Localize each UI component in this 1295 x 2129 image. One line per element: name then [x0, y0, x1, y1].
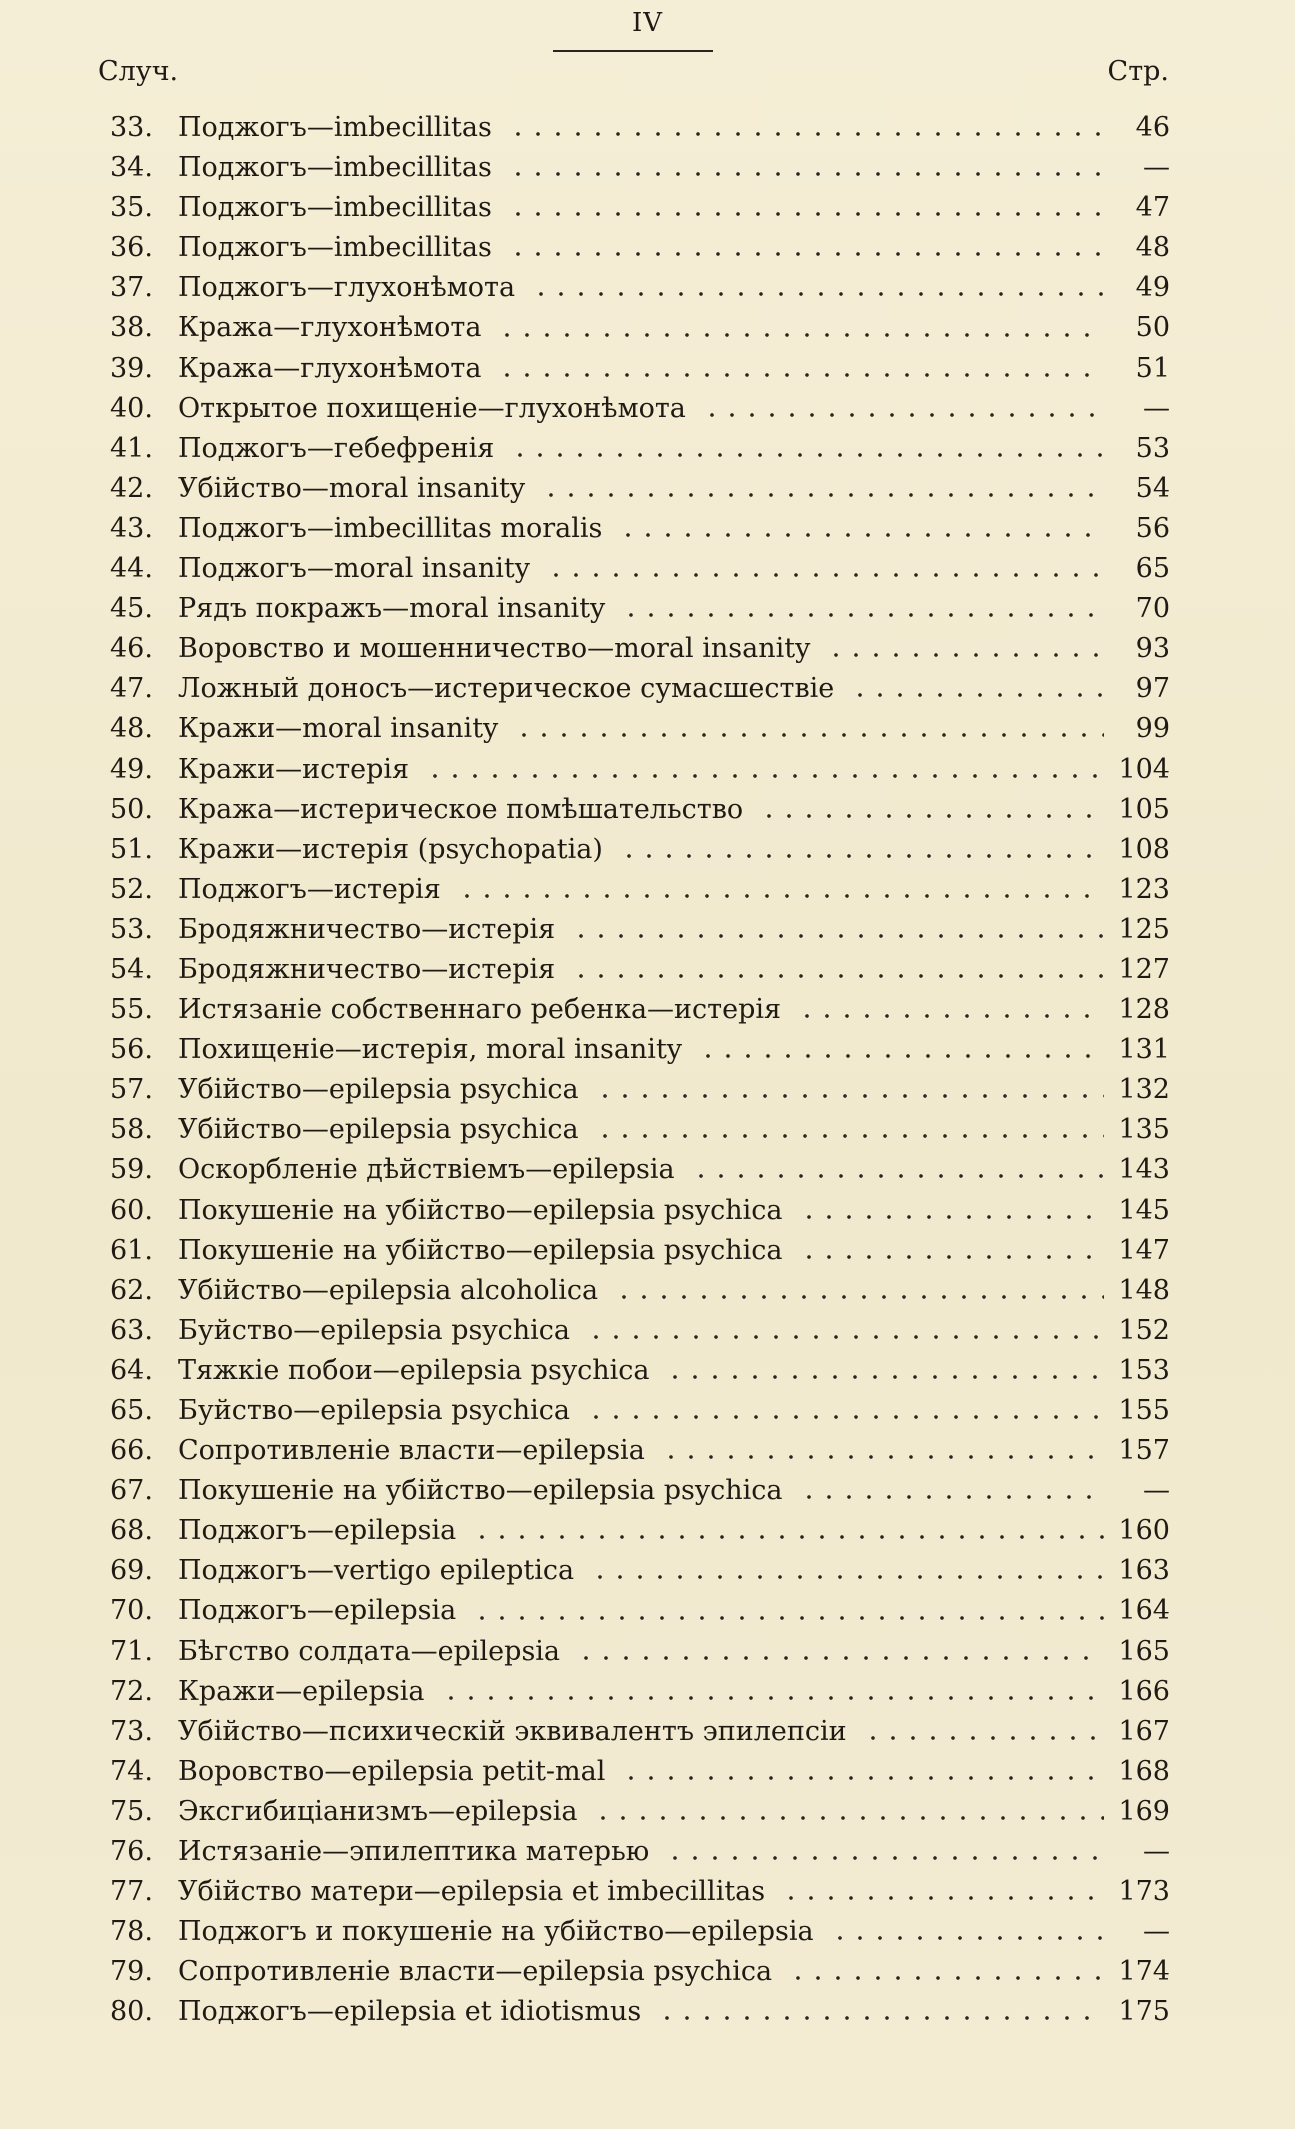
case-title: Поджогъ—imbecillitas	[178, 192, 492, 224]
dot-leader	[546, 572, 1104, 578]
dot-leader	[850, 692, 1104, 698]
page-reference: —	[1143, 1836, 1170, 1868]
page-reference: 93	[1135, 633, 1170, 665]
case-title: Покушеніе на убійство—epilepsia psychica	[178, 1194, 783, 1226]
toc-entry	[110, 1351, 1170, 1391]
case-number: 37.	[110, 272, 153, 304]
case-number: 63.	[110, 1314, 153, 1346]
toc-entry	[110, 268, 1170, 308]
toc-entry	[110, 308, 1170, 348]
dot-leader	[621, 1775, 1104, 1781]
case-number: 56.	[110, 1034, 153, 1066]
case-number: 77.	[110, 1876, 153, 1908]
toc-entry	[110, 790, 1170, 830]
toc-entry	[110, 1311, 1170, 1351]
case-number: 52.	[110, 873, 153, 905]
dot-leader	[441, 1695, 1105, 1701]
case-number: 64.	[110, 1354, 153, 1386]
case-title: Ложный доносъ—истерическое сумасшествіе	[178, 673, 835, 705]
case-title: Воровство и мошенничество—moral insanity	[178, 633, 811, 665]
case-number: 65.	[110, 1395, 153, 1426]
case-number: 53.	[110, 913, 153, 945]
dot-leader	[618, 532, 1104, 538]
toc-entry	[110, 750, 1170, 790]
case-number: 66.	[110, 1435, 153, 1467]
case-number: 62.	[110, 1274, 153, 1306]
page-reference: —	[1143, 152, 1170, 184]
dot-leader	[457, 893, 1104, 899]
page-reference: 97	[1135, 673, 1170, 705]
dot-leader	[826, 652, 1104, 658]
toc-entry	[110, 389, 1170, 429]
case-number: 74.	[110, 1755, 153, 1787]
dot-leader	[531, 291, 1104, 297]
toc-entry	[110, 1752, 1170, 1792]
page-reference: 125	[1118, 913, 1170, 945]
dot-leader	[571, 973, 1104, 979]
case-title: Поджогъ—гебефренія	[178, 432, 495, 464]
toc-entry	[110, 1591, 1170, 1631]
case-number: 41.	[110, 432, 153, 464]
case-number: 79.	[110, 1956, 153, 1988]
case-number: 43.	[110, 512, 153, 544]
page-reference: —	[1143, 1916, 1170, 1948]
case-title: Убійство—психическій эквивалентъ эпилепсіи	[178, 1715, 847, 1747]
page-reference: 49	[1135, 272, 1170, 304]
dot-leader	[425, 773, 1104, 779]
toc-entry	[110, 1271, 1170, 1311]
page-reference: 175	[1118, 1996, 1170, 2028]
case-number: 57.	[110, 1074, 153, 1106]
toc-entry	[110, 669, 1170, 709]
case-number: 59.	[110, 1154, 153, 1186]
page-reference: 48	[1135, 232, 1170, 264]
dot-leader	[781, 1895, 1104, 1901]
case-number: 61.	[110, 1234, 153, 1266]
dot-leader	[595, 1093, 1104, 1099]
case-number: 76.	[110, 1836, 153, 1868]
case-number: 71.	[110, 1635, 153, 1667]
page-reference: 127	[1118, 953, 1170, 985]
dot-leader	[586, 1414, 1104, 1420]
dot-leader	[510, 452, 1104, 458]
dot-leader	[595, 1133, 1104, 1139]
case-title: Кражи—истерія	[178, 753, 410, 785]
case-number: 42.	[110, 472, 153, 504]
toc-entry	[110, 469, 1170, 509]
case-number: 55.	[110, 994, 153, 1026]
case-number: 78.	[110, 1916, 153, 1948]
dot-leader	[590, 1574, 1104, 1580]
page-reference: 51	[1135, 352, 1170, 384]
case-number: 60.	[110, 1194, 153, 1226]
case-number: 51.	[110, 833, 153, 865]
dot-leader	[657, 2015, 1104, 2021]
case-column-header: Случ.	[98, 56, 179, 87]
case-number: 45.	[110, 593, 153, 625]
case-number: 49.	[110, 753, 153, 785]
toc-entry	[110, 1712, 1170, 1752]
page-reference: 50	[1135, 312, 1170, 344]
page-reference: —	[1143, 392, 1170, 424]
dot-leader	[661, 1454, 1104, 1460]
page-number: IV	[631, 8, 664, 38]
case-title: Бродяжничество—истерія	[178, 953, 556, 985]
toc-entry	[110, 1391, 1170, 1431]
case-number: 35.	[110, 192, 153, 224]
page-reference: 168	[1118, 1755, 1170, 1787]
case-title: Поджогъ и покушеніе на убійство—epilepsia	[178, 1916, 814, 1948]
page-reference: 148	[1118, 1274, 1170, 1306]
dot-leader	[593, 1815, 1104, 1821]
dot-leader	[614, 1294, 1104, 1300]
toc-entry	[110, 1952, 1170, 1992]
page-reference: 105	[1118, 793, 1170, 825]
case-title: Бѣгство солдата—epilepsia	[178, 1635, 561, 1667]
page-reference: 152	[1118, 1314, 1170, 1346]
page-reference: 153	[1118, 1354, 1170, 1386]
case-title: Покушеніе на убійство—epilepsia psychica	[178, 1234, 783, 1266]
page-reference: 166	[1118, 1675, 1170, 1707]
page-reference: 135	[1118, 1114, 1170, 1146]
toc-entry	[110, 349, 1170, 389]
toc-entry	[110, 228, 1170, 268]
case-title: Поджогъ—epilepsia	[178, 1595, 457, 1627]
case-title: Сопротивленіе власти—epilepsia psychica	[178, 1956, 773, 1988]
toc-entry	[110, 589, 1170, 629]
case-title: Похищеніе—истерія, moral insanity	[178, 1034, 683, 1066]
case-title: Кражи—moral insanity	[178, 713, 499, 745]
case-title: Кражи—истерія (psychopatia)	[178, 833, 603, 865]
dot-leader	[621, 612, 1104, 618]
page-reference: 145	[1118, 1194, 1170, 1226]
page-reference: 164	[1118, 1595, 1170, 1627]
page-reference: 132	[1118, 1074, 1170, 1106]
dot-leader	[759, 813, 1104, 819]
case-number: 70.	[110, 1595, 153, 1627]
case-title: Воровство—epilepsia petit-mal	[178, 1755, 606, 1787]
toc-entry	[110, 1551, 1170, 1591]
case-title: Убійство—epilepsia alcoholica	[178, 1274, 599, 1306]
toc-entry	[110, 1992, 1170, 2032]
table-of-contents-list	[110, 108, 1170, 2033]
dot-leader	[619, 853, 1104, 859]
case-number: 39.	[110, 352, 153, 384]
case-number: 67.	[110, 1475, 153, 1507]
dot-leader	[799, 1494, 1104, 1500]
case-number: 69.	[110, 1555, 153, 1587]
toc-entry	[110, 1792, 1170, 1832]
page-reference: 147	[1118, 1234, 1170, 1266]
case-title: Убійство—epilepsia psychica	[178, 1114, 579, 1146]
toc-entry	[110, 1672, 1170, 1712]
case-number: 54.	[110, 953, 153, 985]
page-reference: 155	[1118, 1395, 1170, 1426]
dot-leader	[508, 171, 1104, 177]
page-reference: 173	[1118, 1876, 1170, 1908]
case-number: 48.	[110, 713, 153, 745]
dot-leader	[702, 412, 1104, 418]
case-title: Рядъ покражъ—moral insanity	[178, 593, 606, 625]
toc-entry	[110, 429, 1170, 469]
dot-leader	[586, 1334, 1104, 1340]
case-number: 36.	[110, 232, 153, 264]
toc-entry	[110, 1030, 1170, 1070]
page-reference: 165	[1118, 1635, 1170, 1667]
page-reference: 143	[1118, 1154, 1170, 1186]
dot-leader	[497, 332, 1104, 338]
toc-entry	[110, 870, 1170, 910]
dot-leader	[691, 1173, 1104, 1179]
case-number: 44.	[110, 553, 153, 585]
dot-leader	[508, 211, 1104, 217]
toc-entry	[110, 1110, 1170, 1150]
dot-leader	[571, 933, 1104, 939]
page-reference: 99	[1135, 713, 1170, 745]
case-title: Поджогъ—imbecillitas	[178, 112, 492, 143]
case-number: 34.	[110, 152, 153, 184]
toc-entry	[110, 549, 1170, 589]
dot-leader	[788, 1975, 1104, 1981]
page-reference: 70	[1135, 593, 1170, 625]
case-number: 33.	[110, 112, 153, 143]
case-title: Буйство—epilepsia psychica	[178, 1314, 570, 1346]
case-number: 68.	[110, 1515, 153, 1547]
page-reference: 163	[1118, 1555, 1170, 1587]
toc-entry	[110, 108, 1170, 148]
page-reference: 46	[1135, 112, 1170, 143]
dot-leader	[799, 1254, 1104, 1260]
page-reference: 108	[1118, 833, 1170, 865]
toc-entry	[110, 1632, 1170, 1672]
case-number: 46.	[110, 633, 153, 665]
toc-entry	[110, 1150, 1170, 1190]
toc-entry	[110, 709, 1170, 749]
toc-entry	[110, 1070, 1170, 1110]
page-reference: 169	[1118, 1795, 1170, 1827]
toc-entry	[110, 509, 1170, 549]
page-reference: 128	[1118, 994, 1170, 1026]
page-reference: 54	[1135, 472, 1170, 504]
page-reference: —	[1143, 1475, 1170, 1507]
toc-entry	[110, 1431, 1170, 1471]
toc-entry	[110, 1832, 1170, 1872]
case-title: Кража—глухонѣмота	[178, 352, 482, 384]
dot-leader	[698, 1053, 1104, 1059]
toc-entry	[110, 830, 1170, 870]
case-title: Кража—истерическое помѣшательство	[178, 793, 744, 825]
dot-leader	[472, 1534, 1104, 1540]
page-reference: 167	[1118, 1715, 1170, 1747]
case-number: 50.	[110, 793, 153, 825]
case-number: 73.	[110, 1715, 153, 1747]
case-title: Поджогъ—epilepsia	[178, 1515, 457, 1547]
case-number: 75.	[110, 1795, 153, 1827]
toc-entry	[110, 188, 1170, 228]
case-title: Кража—глухонѣмота	[178, 312, 482, 344]
toc-entry	[110, 950, 1170, 990]
case-title: Бродяжничество—истерія	[178, 913, 556, 945]
dot-leader	[576, 1655, 1104, 1661]
case-title: Поджогъ—moral insanity	[178, 553, 531, 585]
case-title: Поджогъ—глухонѣмота	[178, 272, 516, 304]
toc-entry	[110, 1471, 1170, 1511]
toc-entry	[110, 629, 1170, 669]
case-title: Поджогъ—истерія	[178, 873, 441, 905]
page-reference: 160	[1118, 1515, 1170, 1547]
header-rule	[553, 50, 713, 52]
case-title: Покушеніе на убійство—epilepsia psychica	[178, 1475, 783, 1507]
case-number: 80.	[110, 1996, 153, 2028]
case-title: Поджогъ—imbecillitas	[178, 152, 492, 184]
dot-leader	[665, 1855, 1104, 1861]
case-number: 47.	[110, 673, 153, 705]
dot-leader	[472, 1615, 1104, 1621]
case-title: Поджогъ—imbecillitas	[178, 232, 492, 264]
toc-entry	[110, 1511, 1170, 1551]
toc-entry	[110, 148, 1170, 188]
dot-leader	[665, 1374, 1104, 1380]
case-title: Открытое похищеніе—глухонѣмота	[178, 392, 686, 424]
dot-leader	[799, 1214, 1104, 1220]
toc-entry	[110, 1912, 1170, 1952]
case-title: Убійство—moral insanity	[178, 472, 526, 504]
page-reference: 174	[1118, 1956, 1170, 1988]
page-reference: 123	[1118, 873, 1170, 905]
page-reference: 53	[1135, 432, 1170, 464]
case-title: Убійство матери—epilepsia et imbecillitas	[178, 1876, 766, 1908]
page-reference: 157	[1118, 1435, 1170, 1467]
toc-entry	[110, 1872, 1170, 1912]
dot-leader	[508, 251, 1104, 257]
dot-leader	[830, 1935, 1104, 1941]
case-title: Эксгибиціанизмъ—epilepsia	[178, 1795, 578, 1827]
dot-leader	[508, 131, 1104, 137]
toc-entry	[110, 990, 1170, 1030]
case-title: Истязаніе собственнаго ребенка—истерія	[178, 994, 782, 1026]
page-reference: 131	[1118, 1034, 1170, 1066]
case-number: 38.	[110, 312, 153, 344]
toc-entry	[110, 1231, 1170, 1271]
page-reference: 56	[1135, 512, 1170, 544]
page-reference: 65	[1135, 553, 1170, 585]
case-title: Кражи—epilepsia	[178, 1675, 425, 1707]
dot-leader	[797, 1013, 1104, 1019]
case-number: 58.	[110, 1114, 153, 1146]
case-title: Оскорбленіе дѣйствіемъ—epilepsia	[178, 1154, 675, 1186]
case-title: Сопротивленіе власти—epilepsia	[178, 1435, 645, 1467]
page-column-header: Стр.	[1107, 56, 1169, 87]
case-title: Поджогъ—vertigo epileptica	[178, 1555, 575, 1587]
dot-leader	[541, 492, 1104, 498]
toc-entry	[110, 910, 1170, 950]
case-title: Буйство—epilepsia psychica	[178, 1395, 570, 1426]
case-title: Поджогъ—imbecillitas moralis	[178, 512, 603, 544]
case-number: 40.	[110, 392, 153, 424]
case-title: Поджогъ—epilepsia et idiotismus	[178, 1996, 642, 2028]
case-title: Тяжкіе побои—epilepsia psychica	[178, 1354, 650, 1386]
case-title: Истязаніе—эпилептика матерью	[178, 1836, 650, 1868]
page-reference: 47	[1135, 192, 1170, 224]
page-reference: 104	[1118, 753, 1170, 785]
toc-entry	[110, 1191, 1170, 1231]
dot-leader	[497, 372, 1104, 378]
case-number: 72.	[110, 1675, 153, 1707]
dot-leader	[863, 1735, 1104, 1741]
dot-leader	[514, 732, 1104, 738]
case-title: Убійство—epilepsia psychica	[178, 1074, 579, 1106]
